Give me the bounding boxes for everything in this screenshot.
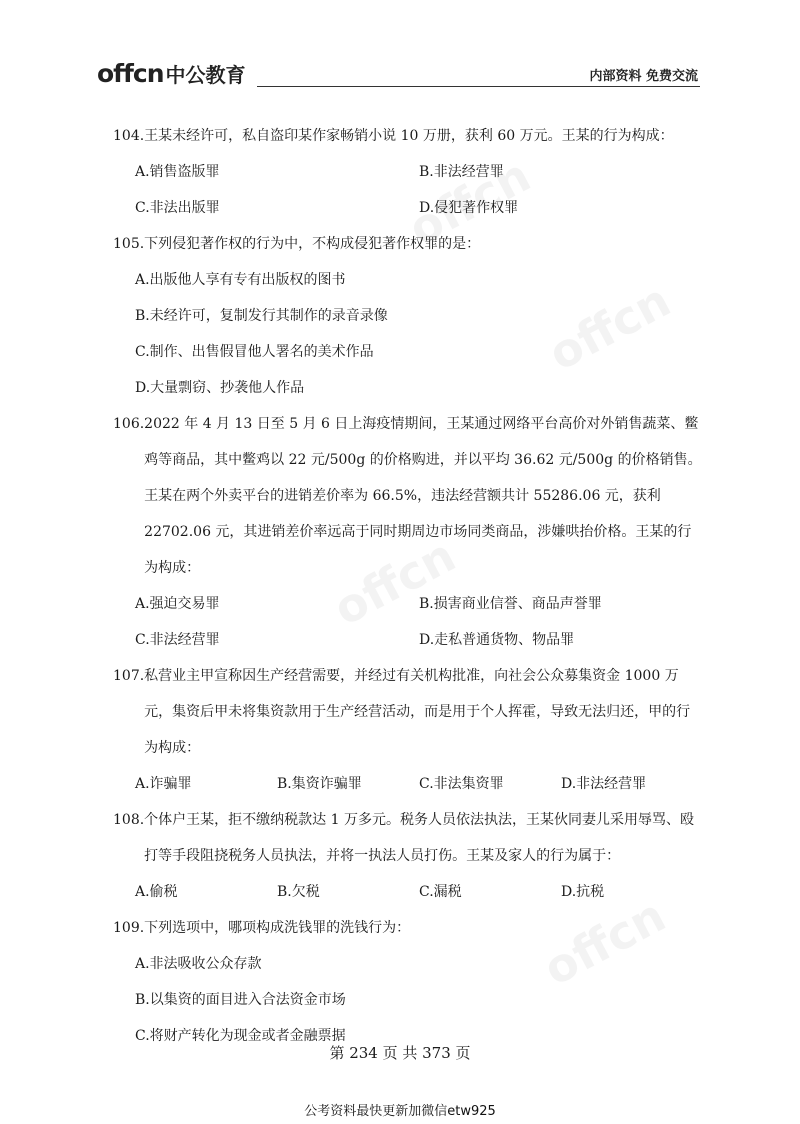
question-text: 下列选项中，哪项构成洗钱罪的洗钱行为： — [144, 920, 411, 936]
option-d: D.侵犯著作权罪 — [419, 200, 519, 216]
question-text: 下列侵犯著作权的行为中，不构成侵犯著作权罪的是： — [144, 236, 481, 252]
option-d: D.走私普通货物、物品罪 — [419, 632, 575, 648]
option-a: A.偷税 — [135, 884, 178, 900]
question-number: 104. — [113, 128, 145, 144]
option-a: A.诈骗罪 — [135, 776, 192, 792]
question-stem — [113, 406, 703, 586]
question-107 — [113, 658, 703, 802]
option-row — [113, 622, 703, 658]
option-c: C.将财产转化为现金或者金融票据 — [135, 1028, 346, 1044]
question-stem — [113, 118, 703, 154]
option-a: A.非法吸收公众存款 — [135, 956, 262, 972]
option-b: B.以集资的面目进入合法资金市场 — [135, 992, 346, 1008]
option-d: D.非法经营罪 — [561, 776, 647, 792]
option-b: B.欠税 — [277, 884, 320, 900]
option-row — [113, 766, 703, 802]
footer-note: 公考资料最快更新加微信etw925 — [304, 1104, 496, 1119]
question-text: 2022 年 4 月 13 日至 5 月 6 日上海疫情期间，王某通过网络平台高价对外销售蔬菜、鳖鸡等商品，其中鳖鸡以 22 元/500g 的价格购进，并以平均 36.62 元/500g 的价格销售。王某在两个外卖平台的进销差价率为 66.5%，违法经营额共计 55286.06 元，获利 22702.06 元，其进销差价率远高于同时期周边市场同类商品，涉嫌哄抬价格。王某的行为构成： — [144, 416, 702, 576]
logo-text-cn: 中公教育 — [165, 63, 246, 87]
option-d: D.大量剽窃、抄袭他人作品 — [135, 380, 305, 396]
option-b: B.损害商业信誉、商品声誉罪 — [419, 596, 602, 612]
option-a: A.销售盗版罪 — [135, 164, 220, 180]
page-header — [97, 56, 700, 88]
option-b: B.集资诈骗罪 — [277, 776, 362, 792]
header-right-text: 内部资料 免费交流 — [589, 69, 698, 84]
question-104 — [113, 118, 703, 226]
question-text: 个体户王某，拒不缴纳税款达 1 万多元。税务人员依法执法，王某伙同妻儿采用辱骂、殴打等手段阻挠税务人员执法，并将一执法人员打伤。王某及家人的行为属于： — [144, 812, 694, 864]
question-number: 107. — [113, 668, 145, 684]
question-number: 106. — [113, 416, 145, 432]
header-rule — [257, 86, 700, 87]
question-106 — [113, 406, 703, 658]
question-list — [113, 118, 703, 1054]
option-c: C.非法集资罪 — [419, 776, 504, 792]
question-109 — [113, 910, 703, 1054]
option-row — [113, 154, 703, 190]
question-stem — [113, 226, 703, 262]
option-row — [113, 586, 703, 622]
option-c: C.制作、出售假冒他人署名的美术作品 — [135, 344, 374, 360]
logo-text-en: offcn — [97, 59, 164, 88]
option-c: C.非法出版罪 — [135, 200, 220, 216]
option-c: C.漏税 — [419, 884, 462, 900]
option-a: A.强迫交易罪 — [135, 596, 220, 612]
question-108 — [113, 802, 703, 910]
option-row — [113, 874, 703, 910]
option-b: B.未经许可，复制发行其制作的录音录像 — [135, 308, 388, 324]
question-stem — [113, 658, 703, 766]
option-c: C.非法经营罪 — [135, 632, 220, 648]
option-d: D.抗税 — [561, 884, 605, 900]
offcn-logo — [97, 56, 246, 88]
option-b: B.非法经营罪 — [419, 164, 504, 180]
option-a: A.出版他人享有专有出版权的图书 — [135, 272, 346, 288]
question-stem — [113, 802, 703, 874]
page-number: 第 234 页 共 373 页 — [329, 1044, 471, 1062]
question-105 — [113, 226, 703, 406]
option-row — [113, 190, 703, 226]
question-text: 私营业主甲宣称因生产经营需要，并经过有关机构批准，向社会公众募集资金 1000 万元，集资后甲未将集资款用于生产经营活动，而是用于个人挥霍，导致无法归还，甲的行为构成： — [144, 668, 691, 756]
question-number: 105. — [113, 236, 145, 252]
question-number: 108. — [113, 812, 145, 828]
question-stem — [113, 910, 703, 946]
question-text: 王某未经许可，私自盗印某作家畅销小说 10 万册，获利 60 万元。王某的行为构成： — [144, 128, 674, 144]
question-number: 109. — [113, 920, 145, 936]
